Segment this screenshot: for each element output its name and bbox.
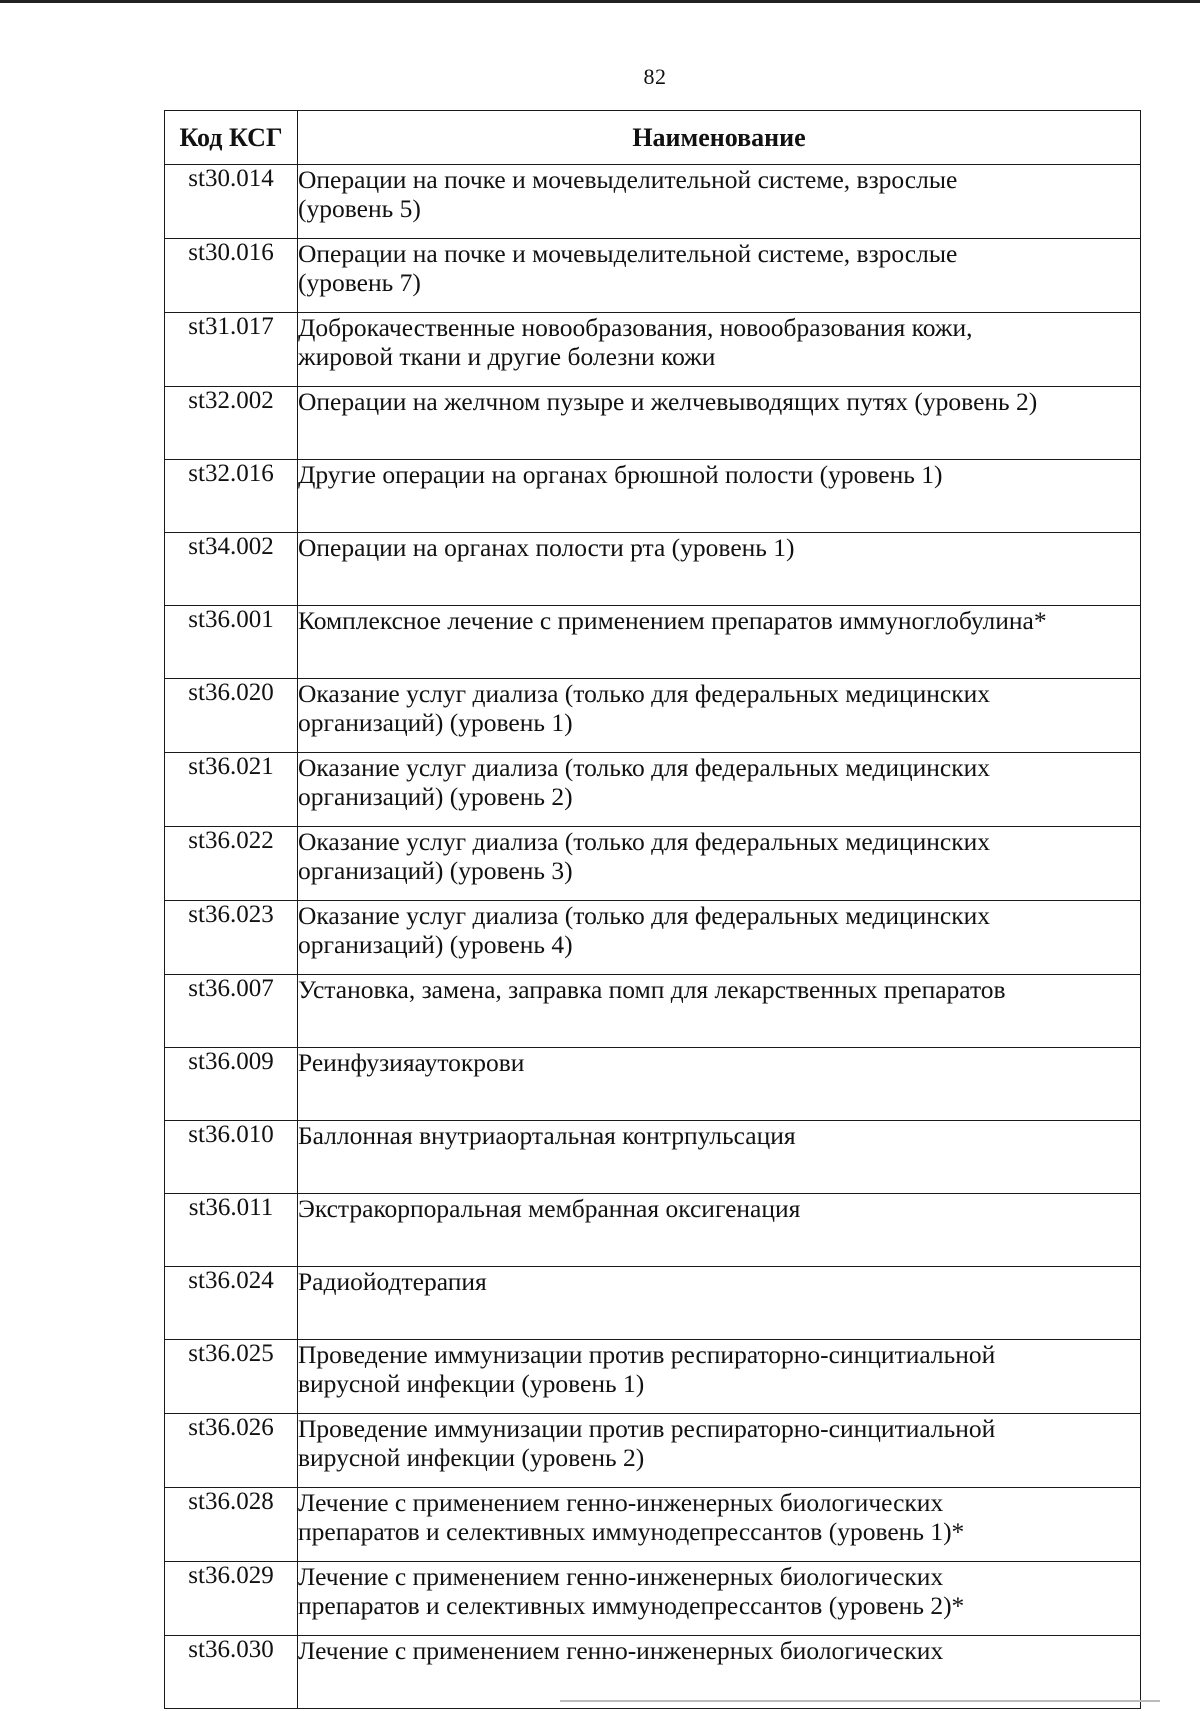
ksg-table (164, 110, 1141, 1709)
ksg-code: st36.022 (165, 827, 298, 901)
ksg-name-line: Другие операции на органах брюшной полости (уровень 1) (298, 460, 943, 489)
page-number: 82 (643, 64, 667, 89)
ksg-name-line: препаратов и селективных иммунодепрессантов (уровень 2)* (298, 1591, 965, 1620)
ksg-name-line: Комплексное лечение с применением препаратов иммуноглобулина* (298, 606, 1047, 635)
ksg-name-line: Операции на почке и мочевыделительной системе, взрослые (298, 239, 958, 268)
ksg-name-line: Проведение иммунизации против респираторно-синцитиальной (298, 1414, 996, 1443)
ksg-code: st32.002 (165, 387, 298, 460)
table-row (165, 1121, 1141, 1194)
ksg-name (298, 1414, 1141, 1488)
ksg-name-line: Доброкачественные новообразования, новообразования кожи, (298, 313, 973, 342)
ksg-name (298, 239, 1141, 313)
table-row (165, 1488, 1141, 1562)
ksg-name-line: препаратов и селективных иммунодепрессантов (уровень 1)* (298, 1517, 965, 1546)
ksg-name (298, 1340, 1141, 1414)
ksg-name-line: вирусной инфекции (уровень 1) (298, 1369, 645, 1398)
ksg-name (298, 606, 1141, 679)
table-row (165, 533, 1141, 606)
ksg-code: st36.025 (165, 1340, 298, 1414)
ksg-name (298, 1562, 1141, 1636)
table-row (165, 1267, 1141, 1340)
ksg-name-line: (уровень 5) (298, 194, 421, 223)
table-row (165, 313, 1141, 387)
table-row (165, 606, 1141, 679)
header-name: Наименование (298, 111, 1141, 165)
ksg-name (298, 1636, 1141, 1709)
table-row (165, 975, 1141, 1048)
ksg-name-line: Проведение иммунизации против респираторно-синцитиальной (298, 1340, 996, 1369)
ksg-name-line: Оказание услуг диализа (только для федеральных медицинских (298, 901, 991, 930)
table-row (165, 239, 1141, 313)
ksg-name-line: организаций) (уровень 4) (298, 930, 573, 959)
scan-bottom-mark (560, 1700, 1160, 1702)
ksg-name-line: Оказание услуг диализа (только для федеральных медицинских (298, 827, 991, 856)
ksg-code: st36.011 (165, 1194, 298, 1267)
ksg-name-line: Оказание услуг диализа (только для федеральных медицинских (298, 753, 991, 782)
table-row (165, 1048, 1141, 1121)
ksg-name (298, 827, 1141, 901)
ksg-name-line: Лечение с применением генно-инженерных биологических (298, 1488, 944, 1517)
ksg-name-line: Операции на желчном пузыре и желчевыводящих путях (уровень 2) (298, 387, 1038, 416)
ksg-name (298, 975, 1141, 1048)
ksg-name-line: Операции на органах полости рта (уровень 1) (298, 533, 795, 562)
ksg-name-line: (уровень 7) (298, 268, 421, 297)
ksg-name-line: Установка, замена, заправка помп для лекарственных препаратов (298, 975, 1006, 1004)
ksg-name (298, 387, 1141, 460)
ksg-name (298, 1488, 1141, 1562)
ksg-name-line: жировой ткани и другие болезни кожи (298, 342, 716, 371)
ksg-name (298, 533, 1141, 606)
table-row (165, 679, 1141, 753)
ksg-code: st36.009 (165, 1048, 298, 1121)
ksg-name (298, 1121, 1141, 1194)
ksg-name (298, 679, 1141, 753)
ksg-code: st36.020 (165, 679, 298, 753)
ksg-name-line: Лечение с применением генно-инженерных биологических (298, 1562, 944, 1591)
ksg-name (298, 753, 1141, 827)
table-row (165, 387, 1141, 460)
ksg-name (298, 1267, 1141, 1340)
ksg-name-line: организаций) (уровень 2) (298, 782, 573, 811)
ksg-code: st36.026 (165, 1414, 298, 1488)
ksg-code: st36.021 (165, 753, 298, 827)
ksg-name-line: Экстракорпоральная мембранная оксигенация (298, 1194, 801, 1223)
ksg-code: st36.024 (165, 1267, 298, 1340)
ksg-code: st36.001 (165, 606, 298, 679)
ksg-name-line: Реинфузияаутокрови (298, 1048, 525, 1077)
ksg-code: st34.002 (165, 533, 298, 606)
ksg-code: st36.007 (165, 975, 298, 1048)
table-row (165, 1414, 1141, 1488)
ksg-code: st36.028 (165, 1488, 298, 1562)
table-row (165, 753, 1141, 827)
ksg-name-line: Лечение с применением генно-инженерных биологических (298, 1636, 944, 1665)
ksg-code: st32.016 (165, 460, 298, 533)
ksg-code: st36.023 (165, 901, 298, 975)
table-row (165, 1194, 1141, 1267)
table-body (165, 165, 1141, 1709)
ksg-name-line: организаций) (уровень 1) (298, 708, 573, 737)
ksg-name (298, 460, 1141, 533)
table-row (165, 827, 1141, 901)
ksg-name-line: Операции на почке и мочевыделительной системе, взрослые (298, 165, 958, 194)
ksg-code: st36.029 (165, 1562, 298, 1636)
ksg-name-line: Баллонная внутриаортальная контрпульсация (298, 1121, 796, 1150)
ksg-name (298, 1194, 1141, 1267)
ksg-name (298, 1048, 1141, 1121)
header-code: Код КСГ (165, 111, 298, 165)
ksg-code: st36.010 (165, 1121, 298, 1194)
ksg-code: st36.030 (165, 1636, 298, 1709)
ksg-code: st31.017 (165, 313, 298, 387)
ksg-code: st30.016 (165, 239, 298, 313)
ksg-name (298, 313, 1141, 387)
ksg-name-line: Радиойодтерапия (298, 1267, 487, 1296)
ksg-name-line: Оказание услуг диализа (только для федеральных медицинских (298, 679, 991, 708)
ksg-code: st30.014 (165, 165, 298, 239)
table-row (165, 901, 1141, 975)
table-row (165, 1340, 1141, 1414)
scan-top-border (0, 0, 1200, 3)
table-row (165, 165, 1141, 239)
table-header-row (165, 111, 1141, 165)
table-row (165, 1636, 1141, 1709)
table-row (165, 1562, 1141, 1636)
ksg-name-line: организаций) (уровень 3) (298, 856, 573, 885)
ksg-name (298, 901, 1141, 975)
ksg-name-line: вирусной инфекции (уровень 2) (298, 1443, 645, 1472)
table-row (165, 460, 1141, 533)
ksg-name (298, 165, 1141, 239)
